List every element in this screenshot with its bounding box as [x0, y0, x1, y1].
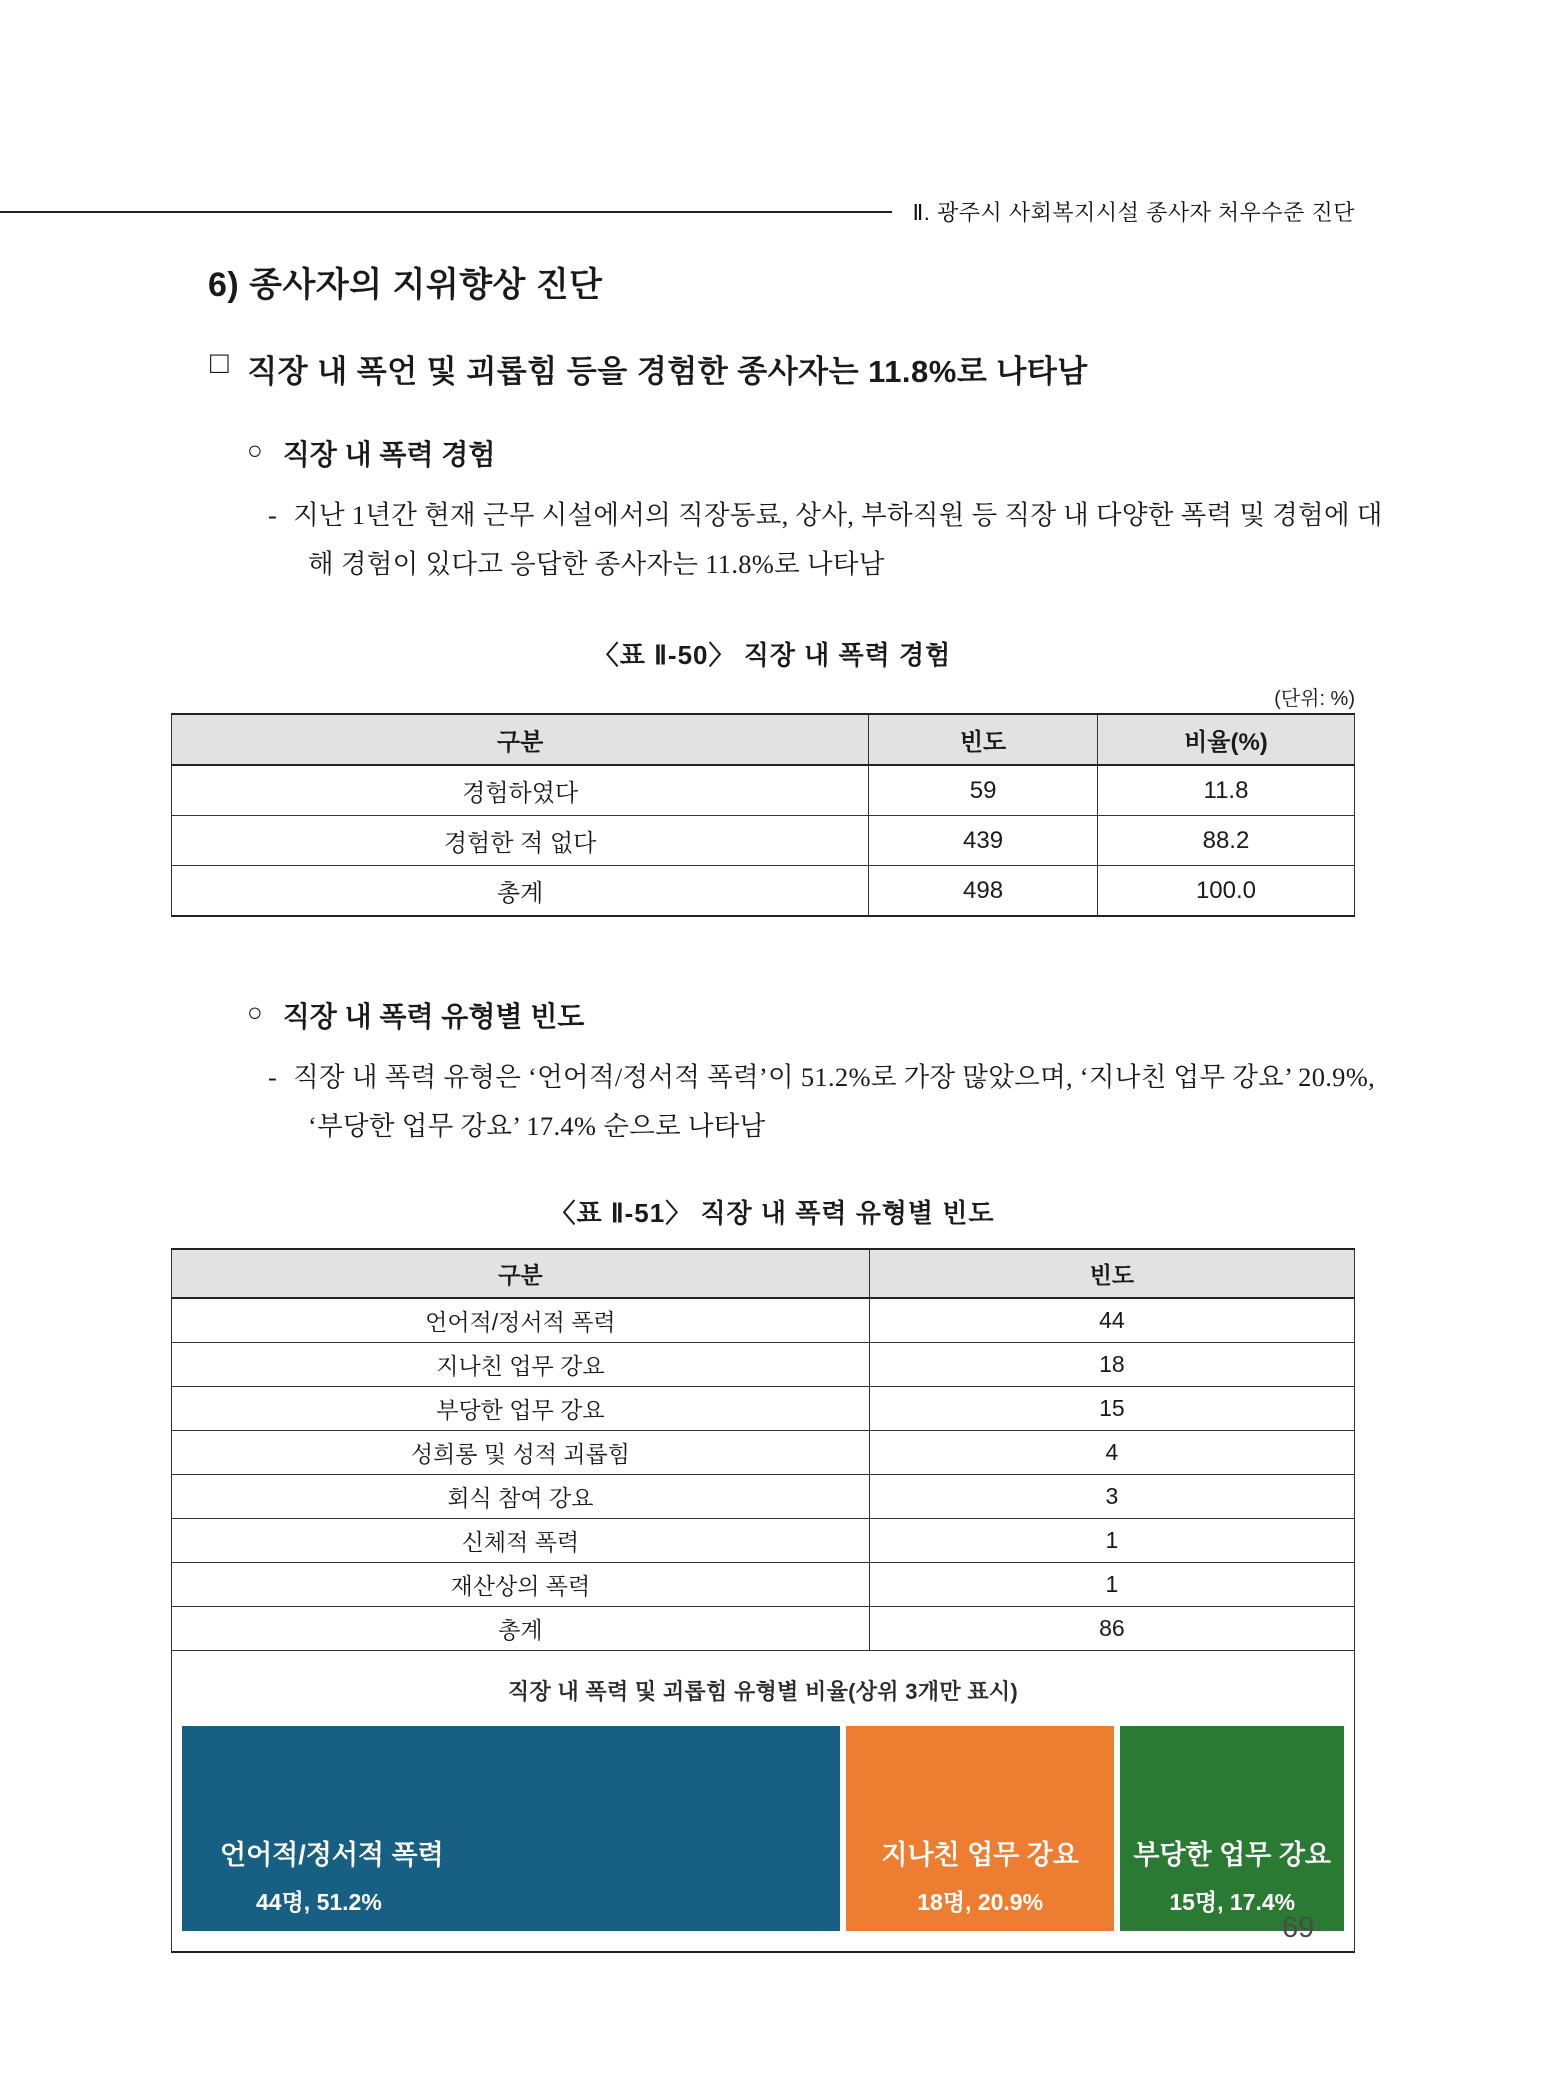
- cell-frequency: 86: [869, 1607, 1354, 1651]
- column-header: 구분: [172, 1249, 870, 1298]
- table-row: [172, 1387, 1355, 1431]
- row-label: 신체적 폭력: [172, 1519, 870, 1563]
- running-header: [0, 0, 1544, 227]
- row-label: 총계: [172, 866, 869, 917]
- embedded-chart-cell: [172, 1651, 1355, 1953]
- chart-bars: [182, 1726, 1344, 1931]
- chart-bar-verbal-emotional: [182, 1726, 840, 1931]
- bar-label: 부당한 업무 강요: [1133, 1840, 1331, 1870]
- key-finding: [210, 346, 1424, 391]
- column-header: 비율(%): [1097, 714, 1354, 765]
- table-row: [172, 1475, 1355, 1519]
- cell-frequency: 18: [869, 1343, 1354, 1387]
- subsection-violence-experience: [247, 433, 1424, 473]
- bar-label: 언어적/정서적 폭력: [220, 1840, 444, 1870]
- table-header-row: [172, 714, 1355, 765]
- cell-frequency: 1: [869, 1563, 1354, 1607]
- table-violence-types: [171, 1248, 1355, 1953]
- table-row: [172, 1298, 1355, 1343]
- cell-rate: 11.8: [1097, 765, 1354, 816]
- column-header: 구분: [172, 714, 869, 765]
- row-label: 성희롱 및 성적 괴롭힘: [172, 1431, 870, 1475]
- detail-paragraph: [268, 491, 1394, 589]
- cell-frequency: 59: [869, 765, 1098, 816]
- subsection-title: 직장 내 폭력 경험: [282, 439, 496, 470]
- row-label: 경험한 적 없다: [172, 816, 869, 866]
- cell-rate: 88.2: [1097, 816, 1354, 866]
- subsection-violence-types: [247, 995, 1424, 1035]
- row-label: 경험하였다: [172, 765, 869, 816]
- page-number: 69: [1282, 1912, 1315, 1944]
- detail-text: 지난 1년간 현재 근무 시설에서의 직장동료, 상사, 부하직원 등 직장 내 다양한 폭력 및 경험에 대해 경험이 있다고 응답한 종사자는 11.8%로 나타남: [293, 500, 1383, 579]
- dash-bullet-icon: -: [268, 1062, 278, 1092]
- detail-text: 직장 내 폭력 유형은 ‘언어적/정서적 폭력’이 51.2%로 가장 많았으며, ‘지나친 업무 강요’ 20.9%, ‘부당한 업무 강요’ 17.4% 순으로 나타남: [293, 1062, 1376, 1141]
- section-title: 6) 종사자의 지위향상 진단: [208, 266, 603, 304]
- table-row: [172, 1607, 1355, 1651]
- key-finding-text: 직장 내 폭언 및 괴롭힘 등을 경험한 종사자는 11.8%로 나타남: [247, 354, 1088, 389]
- column-header: 빈도: [869, 714, 1098, 765]
- chart-bar-excessive-work: [846, 1726, 1115, 1931]
- chart-bar-unfair-work: [1120, 1726, 1344, 1931]
- cell-frequency: 498: [869, 866, 1098, 917]
- detail-paragraph: [268, 1053, 1394, 1151]
- cell-frequency: 439: [869, 816, 1098, 866]
- row-label: 재산상의 폭력: [172, 1563, 870, 1607]
- dash-bullet-icon: -: [268, 500, 278, 530]
- violence-type-ratio-chart: [172, 1651, 1354, 1951]
- running-header-text: Ⅱ. 광주시 사회복지시설 종사자 처우수준 진단: [912, 200, 1355, 225]
- subsection-title: 직장 내 폭력 유형별 빈도: [282, 1001, 585, 1032]
- chart-row: [172, 1651, 1355, 1953]
- cell-frequency: 3: [869, 1475, 1354, 1519]
- table-row: [172, 1343, 1355, 1387]
- table2-caption: 〈표 Ⅱ-51〉 직장 내 폭력 유형별 빈도: [549, 1198, 995, 1228]
- circle-bullet-icon: ○: [247, 997, 263, 1027]
- table-row: [172, 1519, 1355, 1563]
- circle-bullet-icon: ○: [247, 435, 263, 465]
- table-header-row: [172, 1249, 1355, 1298]
- header-rule: [0, 211, 892, 213]
- column-header: 빈도: [869, 1249, 1354, 1298]
- chart-title: 직장 내 폭력 및 괴롭힘 유형별 비율(상위 3개만 표시): [507, 1679, 1019, 1704]
- row-label: 지나친 업무 강요: [172, 1343, 870, 1387]
- cell-frequency: 4: [869, 1431, 1354, 1475]
- table-row: [172, 1431, 1355, 1475]
- cell-frequency: 1: [869, 1519, 1354, 1563]
- table-row: [172, 1563, 1355, 1607]
- row-label: 총계: [172, 1607, 870, 1651]
- table-row: [172, 765, 1355, 816]
- bar-value: 15명, 17.4%: [1169, 1889, 1296, 1915]
- table-row: [172, 816, 1355, 866]
- row-label: 부당한 업무 강요: [172, 1387, 870, 1431]
- row-label: 회식 참여 강요: [172, 1475, 870, 1519]
- square-bullet-icon: □: [210, 345, 230, 380]
- table1-caption: 〈표 Ⅱ-50〉 직장 내 폭력 경험: [592, 640, 952, 670]
- table-violence-experience: [171, 713, 1355, 917]
- cell-frequency: 15: [869, 1387, 1354, 1431]
- table1-unit-note: (단위: %): [1274, 688, 1355, 710]
- bar-value: 18명, 20.9%: [917, 1889, 1044, 1915]
- bar-value: 44명, 51.2%: [256, 1889, 382, 1915]
- table-row: [172, 866, 1355, 917]
- row-label: 언어적/정서적 폭력: [172, 1298, 870, 1343]
- cell-rate: 100.0: [1097, 866, 1354, 917]
- bar-label: 지나친 업무 강요: [881, 1840, 1079, 1870]
- cell-frequency: 44: [869, 1298, 1354, 1343]
